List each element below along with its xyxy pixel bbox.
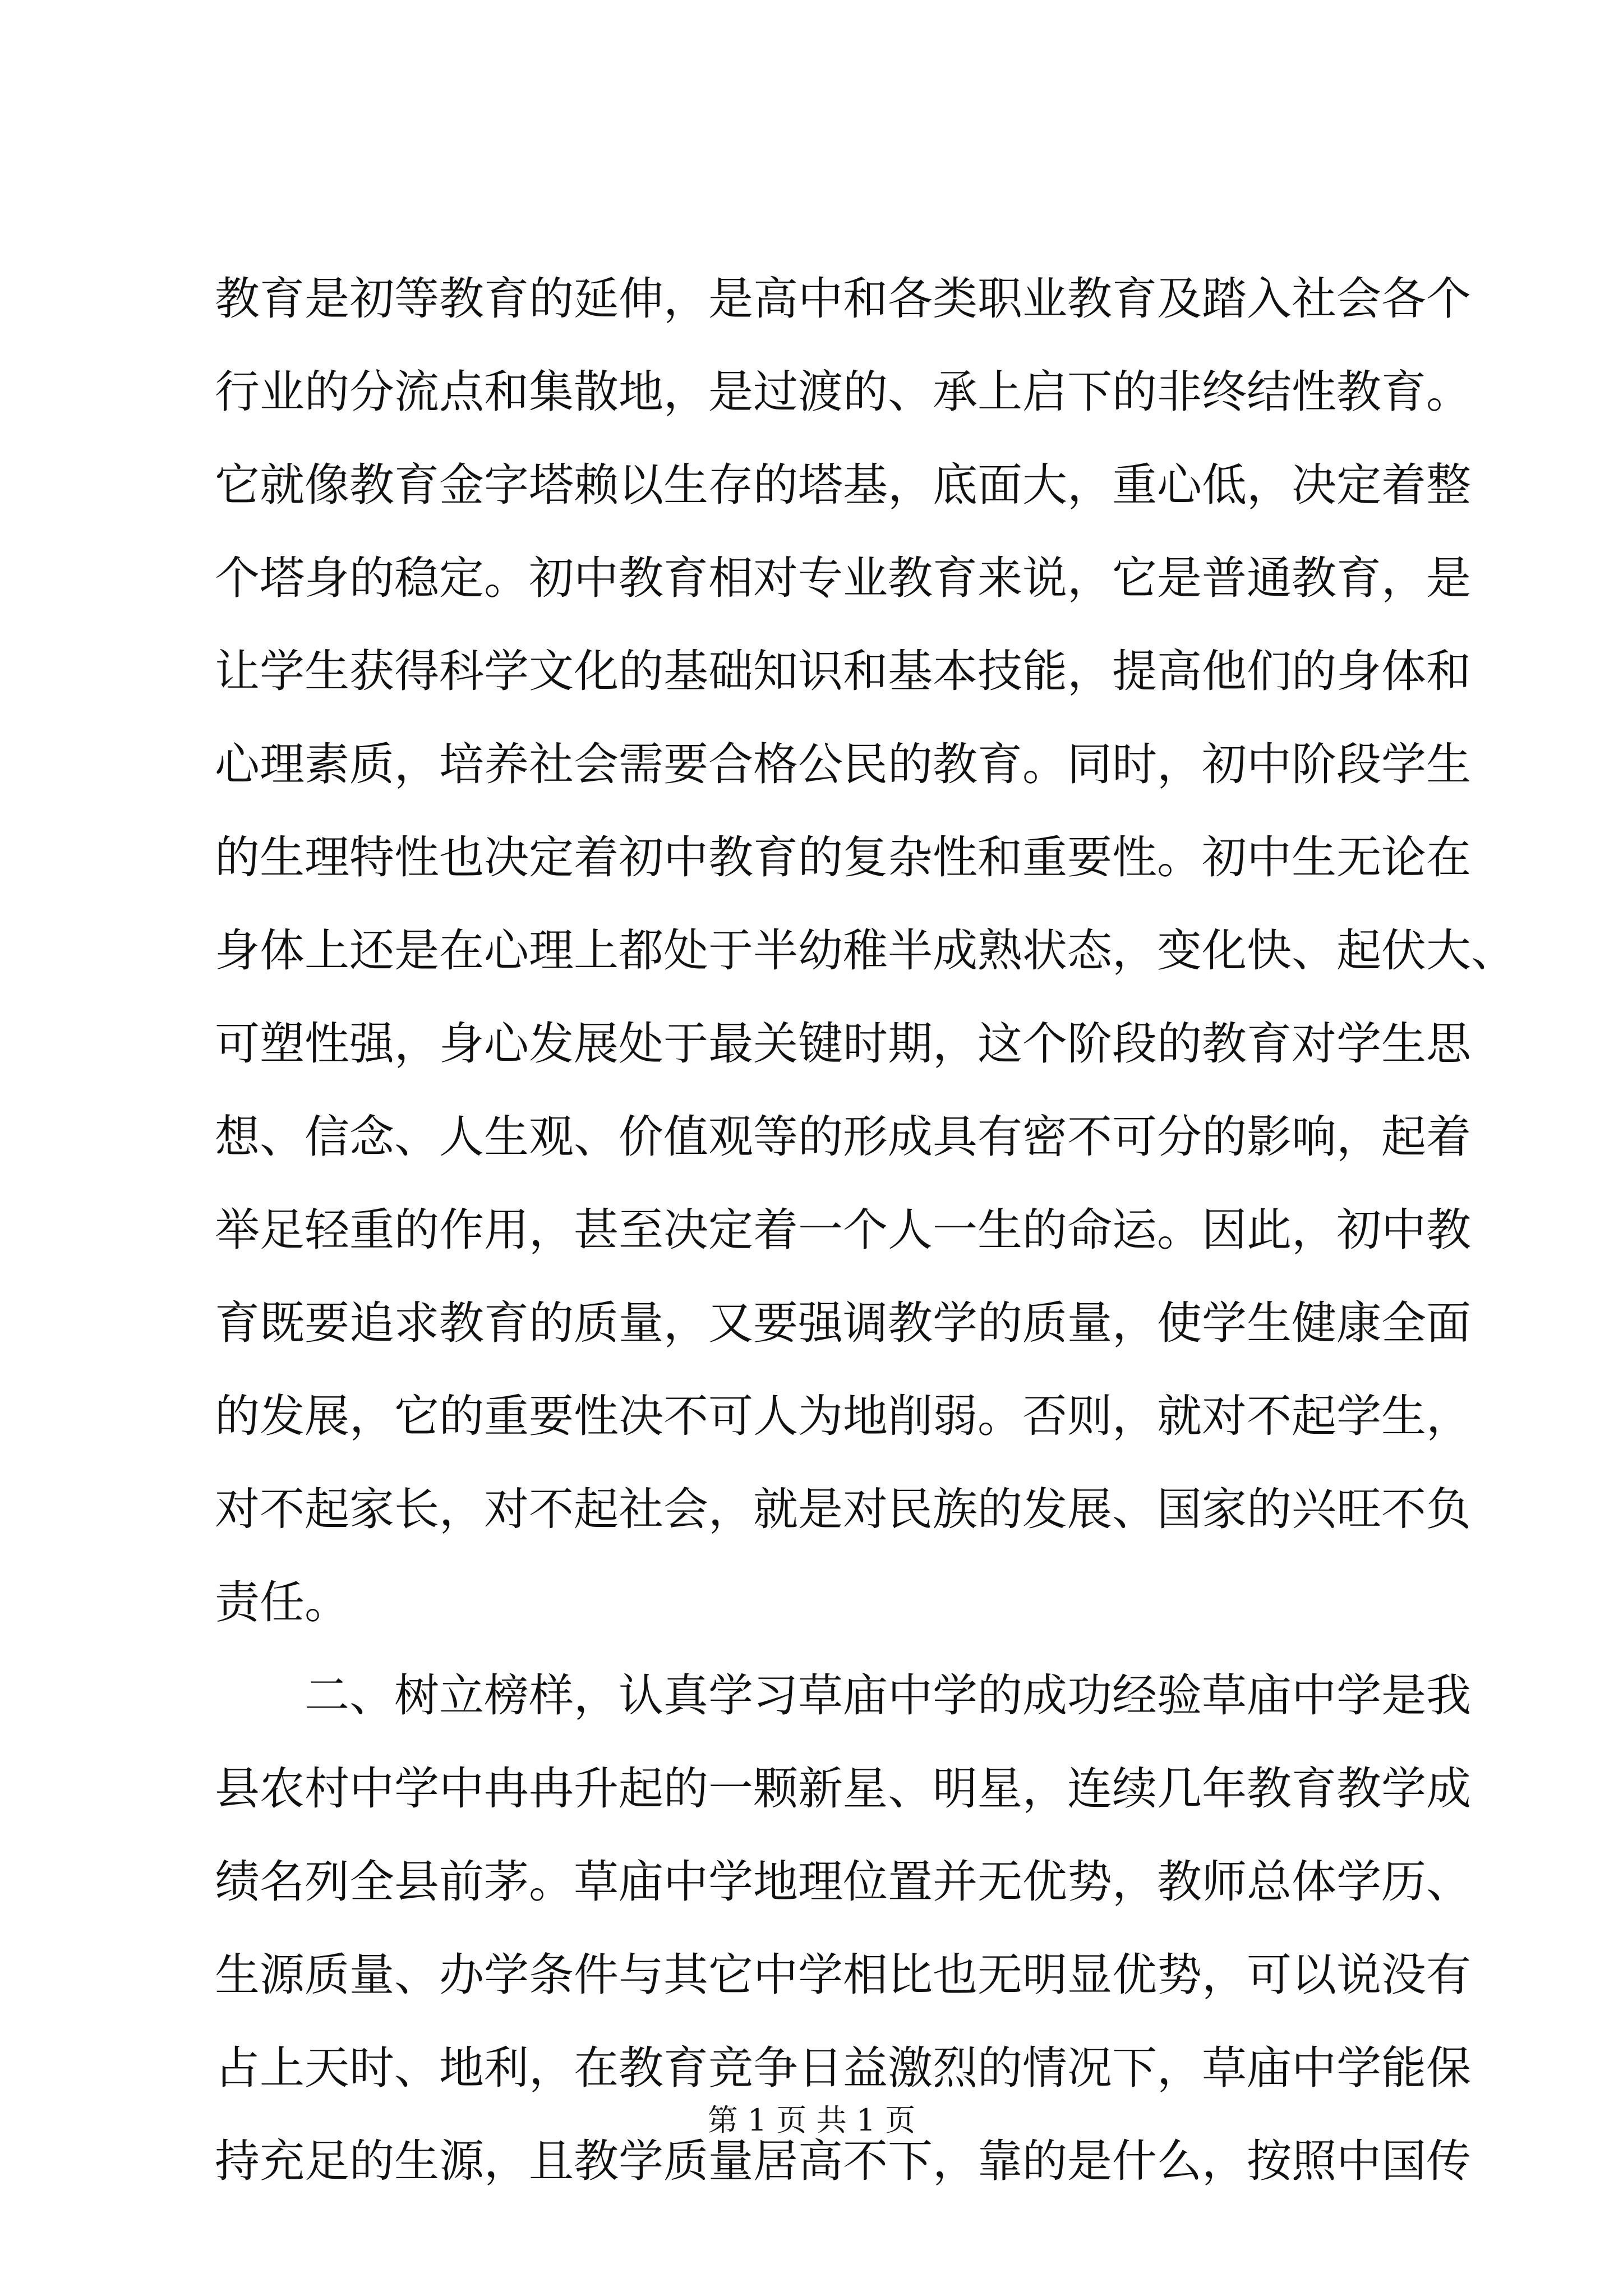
text-line: 生源质量、办学条件与其它中学相比也无明显优势，可以说没有 [215,1949,1471,2001]
text-line: 的发展，它的重要性决不可人为地削弱。否则，就对不起学生， [215,1390,1471,1442]
text-line: 它就像教育金字塔赖以生存的塔基，底面大，重心低，决定着整 [215,459,1471,511]
text-line: 持充足的生源，且教学质量居高不下，靠的是什么，按照中国传 [215,2135,1471,2187]
text-line: 让学生获得科学文化的基础知识和基本技能，提高他们的身体和 [215,645,1471,697]
text-line: 心理素质，培养社会需要合格公民的教育。同时，初中阶段学生 [215,738,1471,790]
text-line: 育既要追求教育的质量，又要强调教学的质量，使学生健康全面 [215,1297,1471,1349]
text-line: 个塔身的稳定。初中教育相对专业教育来说，它是普通教育，是 [215,552,1471,604]
text-line: 县农村中学中冉冉升起的一颗新星、明星，连续几年教育教学成 [215,1763,1471,1815]
text-line: 占上天时、地利，在教育竞争日益激烈的情况下，草庙中学能保 [215,2042,1471,2094]
page-footer: 第 1 页 共 1 页 [707,2102,916,2138]
text-line: 教育是初等教育的延伸，是高中和各类职业教育及踏入社会各个 [215,273,1471,325]
text-line: 对不起家长，对不起社会，就是对民族的发展、国家的兴旺不负 [215,1483,1471,1535]
text-line: 绩名列全县前茅。草庙中学地理位置并无优势，教师总体学历、 [215,1856,1471,1908]
body-text [215,252,1516,2208]
text-line: 举足轻重的作用，甚至决定着一个人一生的命运。因此，初中教 [215,1204,1471,1256]
text-line: 可塑性强，身心发展处于最关键时期，这个阶段的教育对学生思 [215,1018,1471,1070]
section-heading-line: 二、树立榜样，认真学习草庙中学的成功经验草庙中学是我 [305,1669,1471,1722]
text-line: 想、信念、人生观、价值观等的形成具有密不可分的影响，起着 [215,1111,1471,1163]
text-line: 的生理特性也决定着初中教育的复杂性和重要性。初中生无论在 [215,831,1471,884]
text-line: 责任。 [215,1576,349,1628]
text-line: 行业的分流点和集散地，是过渡的、承上启下的非终结性教育。 [215,366,1471,418]
text-line: 身体上还是在心理上都处于半幼稚半成熟状态，变化快、起伏大、 [215,924,1516,977]
